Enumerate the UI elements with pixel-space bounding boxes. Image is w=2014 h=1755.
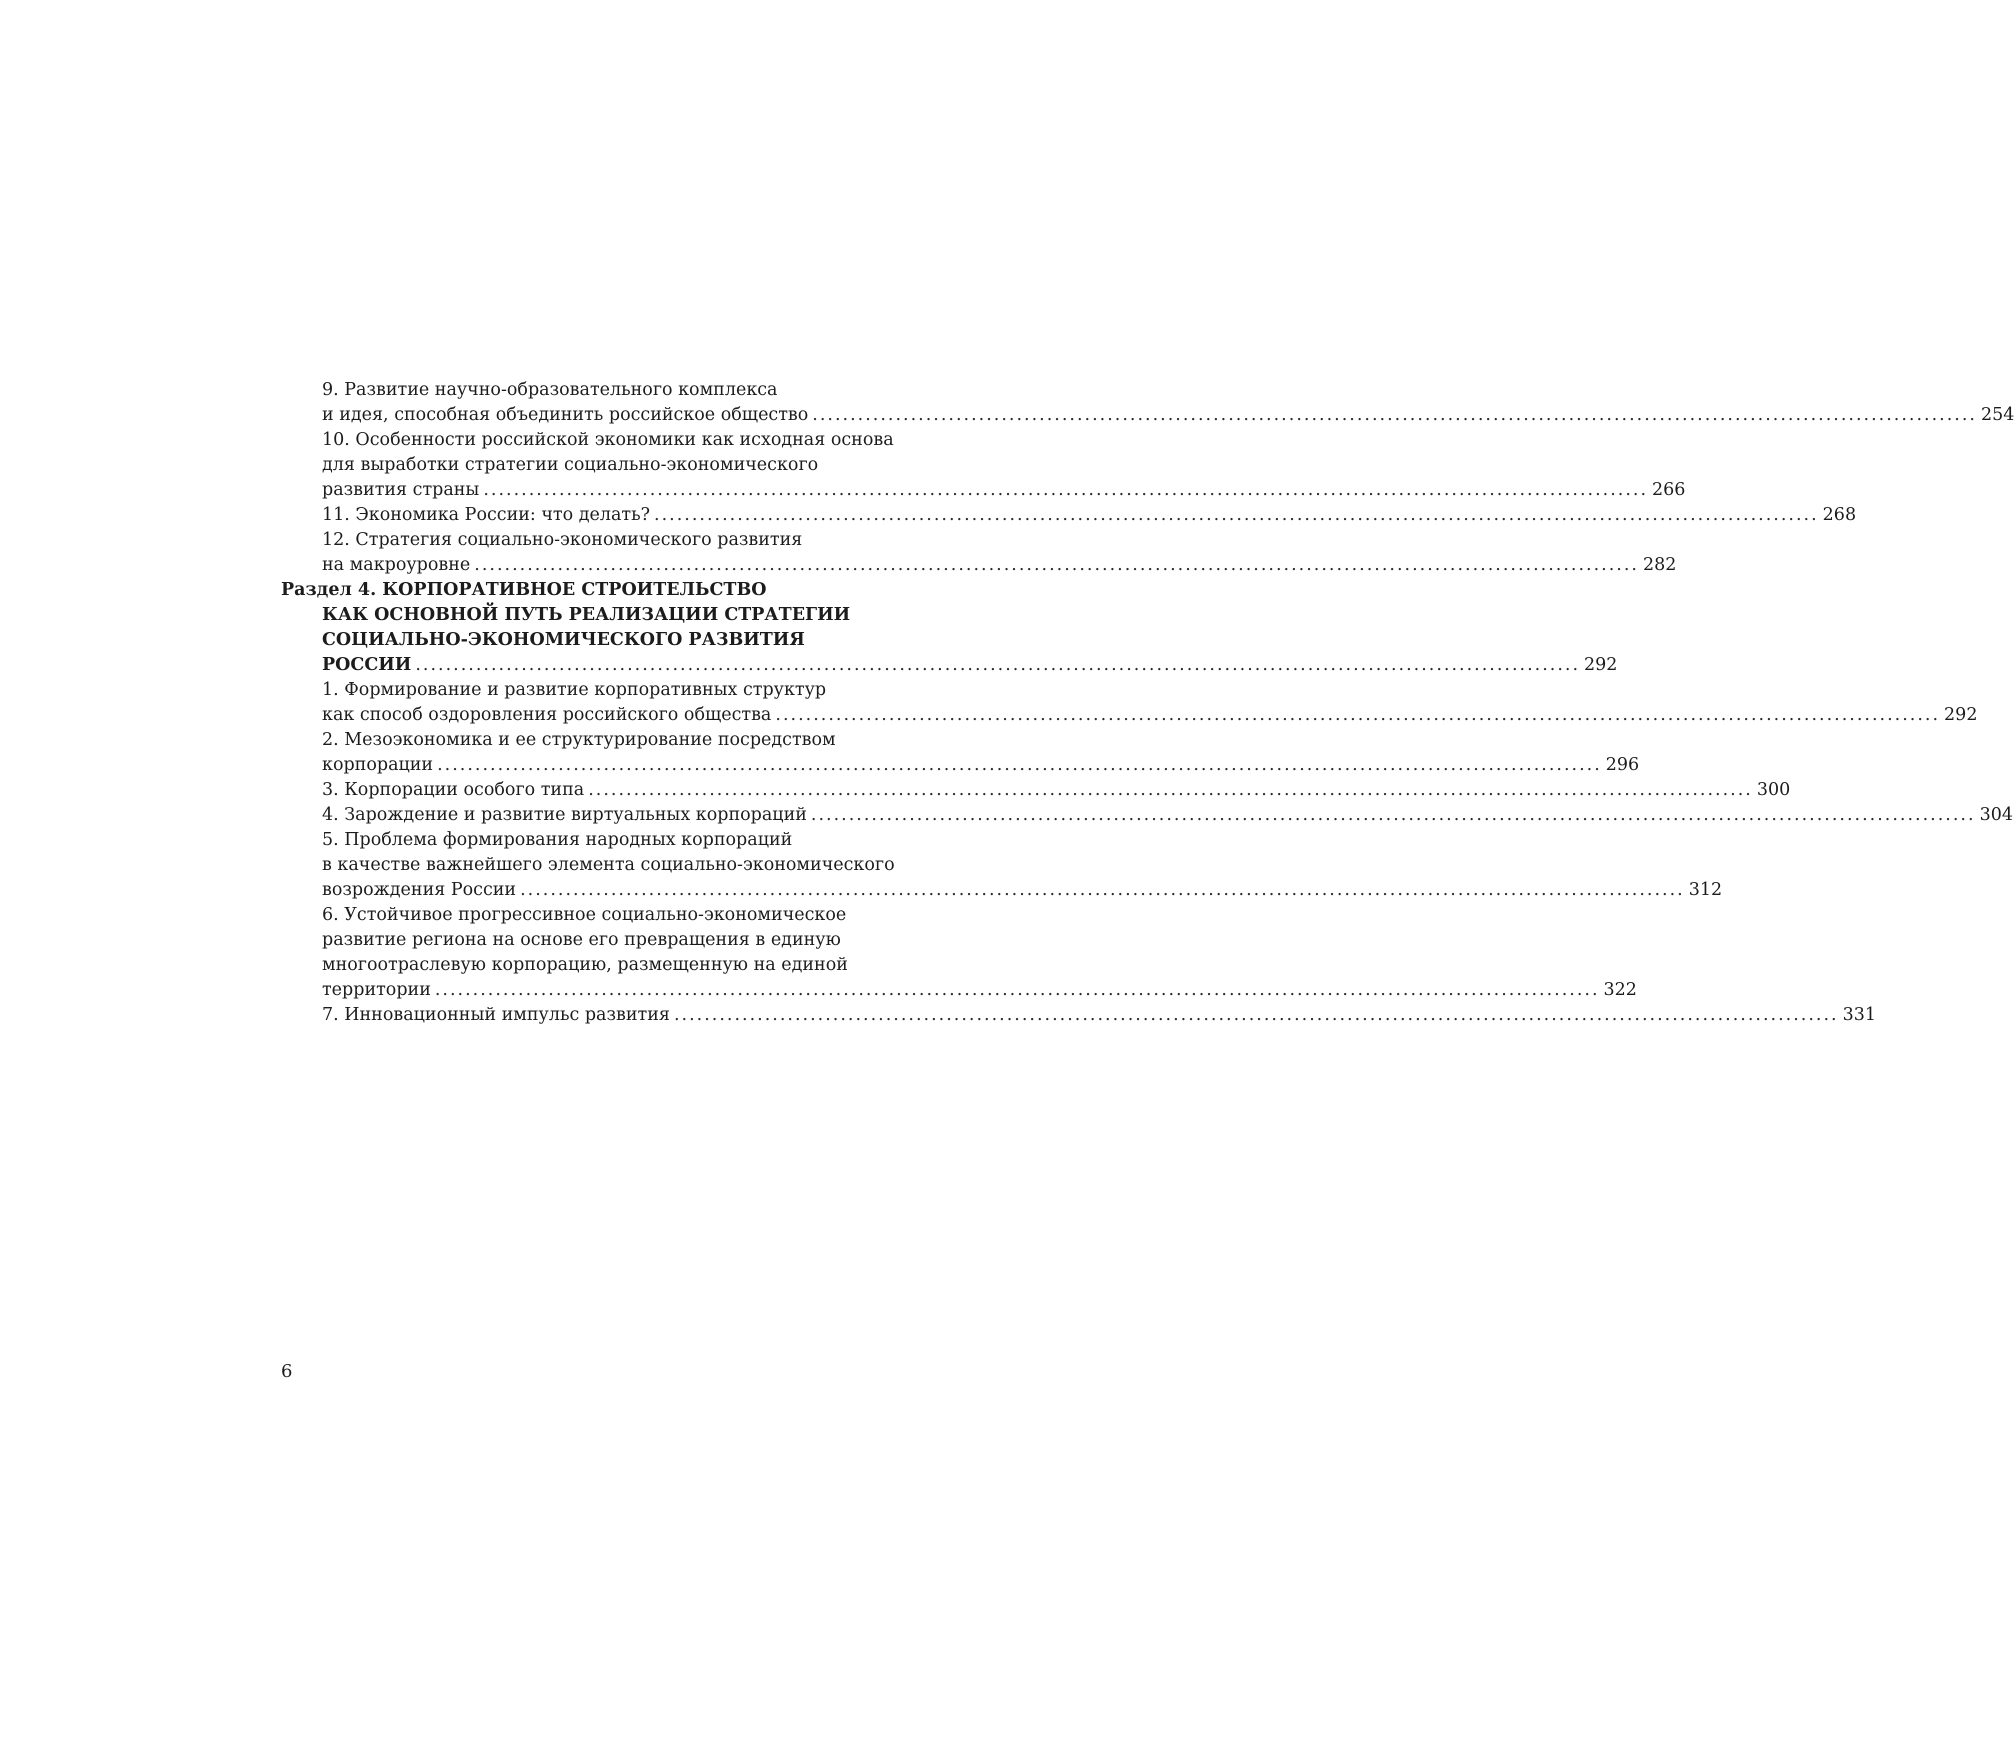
section-title-line: РОССИИ (322, 655, 412, 675)
page-number: 300 (1756, 780, 1791, 800)
dot-leader: .......................................................................................................................................................... (434, 980, 1600, 1000)
page-number: 331 (1842, 1005, 1877, 1025)
toc-entry-text: 11. Экономика России: что делать? (322, 505, 650, 525)
toc-entry-text: развитие региона на основе его превращения в единую (322, 930, 841, 950)
toc-entry-text: 12. Стратегия социально-экономического развития (322, 530, 803, 550)
toc-entry-text: многоотраслевую корпорацию, размещенную на единой (322, 955, 848, 975)
table-of-contents (281, 378, 2014, 1028)
toc-entry-s4-5 (281, 828, 1723, 903)
section-title-line: КОРПОРАТИВНОЕ СТРОИТЕЛЬСТВО (382, 580, 767, 600)
page-folio: 6 (281, 1361, 293, 1382)
toc-entry-text: и идея, способная объединить российское общество (322, 405, 809, 425)
dot-leader: .......................................................................................................................................................... (810, 805, 1976, 825)
page-number: 312 (1688, 880, 1723, 900)
dot-leader: .......................................................................................................................................................... (437, 755, 1602, 775)
toc-entry-text: как способ оздоровления российского общества (322, 705, 772, 725)
page-number: 268 (1822, 505, 1857, 525)
toc-entry-text: на макроуровне (322, 555, 471, 575)
toc-entry-s4-3 (281, 778, 1791, 803)
toc-entry-text: 6. Устойчивое прогрессивное социально-экономическое (322, 905, 847, 925)
toc-entry-s4-1 (281, 678, 1978, 728)
dot-leader: .......................................................................................................................................................... (483, 480, 1649, 500)
page-number: 282 (1642, 555, 1677, 575)
toc-entry-12 (281, 528, 1677, 578)
toc-entry-text: для выработки стратегии социально-экономического (322, 455, 819, 475)
dot-leader: .......................................................................................................................................................... (474, 555, 1639, 575)
toc-entry-text: 1. Формирование и развитие корпоративных структур (322, 680, 827, 700)
toc-entry-s4-4 (281, 803, 2013, 828)
toc-entry-text: 10. Особенности российской экономики как исходная основа (322, 430, 894, 450)
toc-entry-text: 5. Проблема формирования народных корпораций (322, 830, 793, 850)
dot-leader: .......................................................................................................................................................... (775, 705, 1941, 725)
dot-leader: .......................................................................................................................................................... (415, 655, 1581, 675)
dot-leader: .......................................................................................................................................................... (588, 780, 1753, 800)
section-prefix: Раздел 4. (281, 580, 377, 600)
toc-entry-text: 4. Зарождение и развитие виртуальных корпораций (322, 805, 807, 825)
toc-entry-10 (281, 428, 1686, 503)
section-title-line: КАК ОСНОВНОЙ ПУТЬ РЕАЛИЗАЦИИ СТРАТЕГИИ (322, 605, 851, 625)
toc-entry-text: территории (322, 980, 431, 1000)
page-number: 254 (1980, 405, 2014, 425)
toc-entry-s4-2 (281, 728, 1640, 778)
toc-entry-text: в качестве важнейшего элемента социально-экономического (322, 855, 895, 875)
section-title-line: СОЦИАЛЬНО-ЭКОНОМИЧЕСКОГО РАЗВИТИЯ (322, 630, 805, 650)
toc-entry-s4-6 (281, 903, 1637, 1003)
toc-entry-text: корпорации (322, 755, 434, 775)
page-number: 304 (1979, 805, 2013, 825)
page-number: 322 (1603, 980, 1637, 1000)
section-heading (281, 578, 1618, 678)
toc-entry-text: развития страны (322, 480, 480, 500)
page-number: 296 (1605, 755, 1640, 775)
dot-leader: .......................................................................................................................................................... (520, 880, 1685, 900)
toc-entry-text: 3. Корпорации особого типа (322, 780, 585, 800)
toc-entry-s4-7 (281, 1003, 1877, 1028)
page-number: 292 (1944, 705, 1978, 725)
toc-entry-text: 9. Развитие научно-образовательного комплекса (322, 380, 778, 400)
toc-entry-text: возрождения России (322, 880, 517, 900)
dot-leader: .......................................................................................................................................................... (673, 1005, 1839, 1025)
dot-leader: .......................................................................................................................................................... (812, 405, 1977, 425)
toc-entry-9 (281, 378, 2014, 428)
toc-entry-11 (281, 503, 1857, 528)
toc-entry-text: 7. Инновационный импульс развития (322, 1005, 670, 1025)
toc-entry-text: 2. Мезоэкономика и ее структурирование посредством (322, 730, 836, 750)
dot-leader: .......................................................................................................................................................... (654, 505, 1819, 525)
page-number: 266 (1652, 480, 1686, 500)
page-number: 292 (1584, 655, 1618, 675)
